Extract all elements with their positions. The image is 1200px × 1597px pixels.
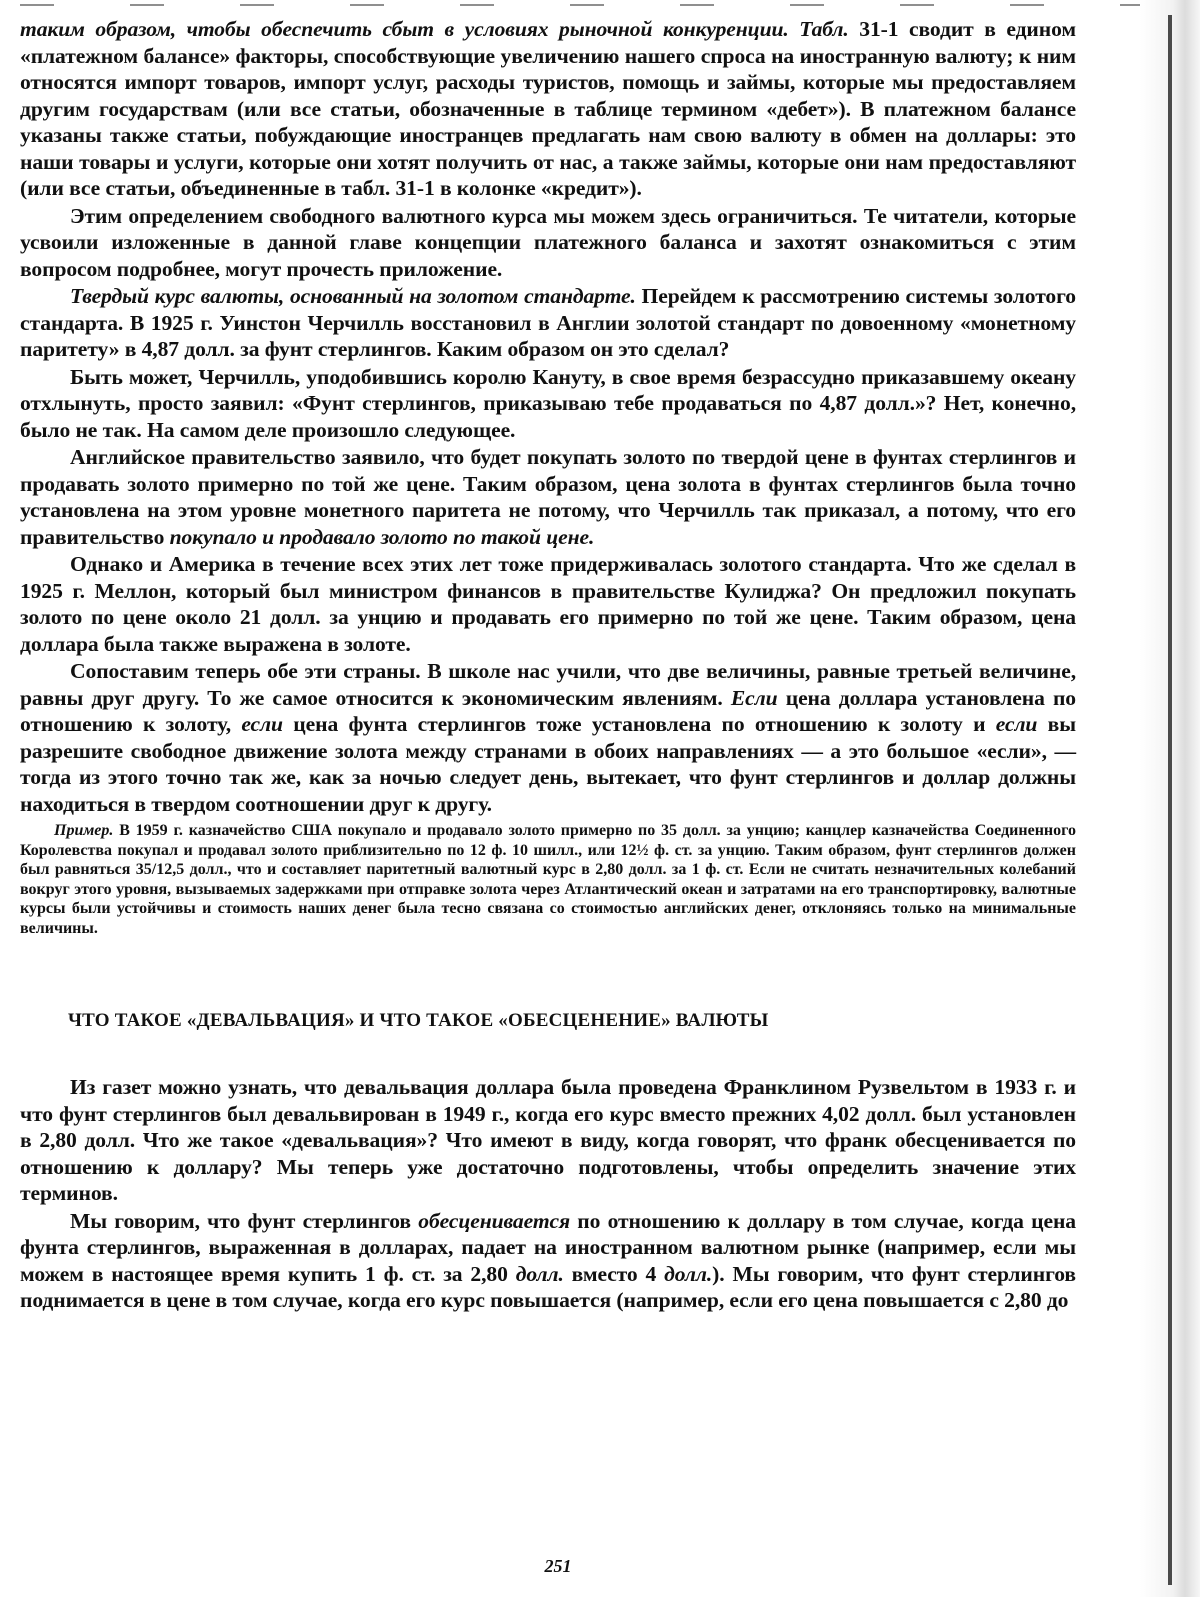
text-run: Сопоставим теперь обе эти страны. В школе нас учили, что две величины, равные третьей величине, равны друг другу. То же самое относится к экономическим явлениям. [20,659,1076,710]
book-page [20,16,1076,1315]
text-run: Английское правительство заявило, что будет покупать золото по твердой цене в фунтах стерлингов и продавать золото примерно по той же цене. Таким образом, цена золота в фунтах стерлингов была точно установлена на этом уровне монетного паритета не потому, что Черчилль так приказал, а потому, что его правительство [20,445,1076,549]
paragraph [20,551,1076,657]
italic-text: таким образом, чтобы обеспечить сбыт в условиях рыночной конкуренции. [20,17,800,41]
scan-binding-edge [1140,0,1200,1597]
paragraph [20,1208,1076,1314]
italic-text: Твердый курс валюты, основанный на золотом стандарте. [70,284,636,308]
italic-text: если [995,712,1038,736]
paragraph [20,16,1076,202]
scan-top-dashes [20,4,1140,6]
text-run: Мы говорим, что фунт стерлингов [70,1208,419,1233]
italic-text: Пример. [54,822,114,839]
text-run: 31-1 сводит в едином «платежном балансе» факторы, способствующие увеличению нашего спроса на иностранную валюту; к ним относятся импорт товаров, импорт услуг, расходы туристов, помощь и займы, которые мы предоставляем другим государствам (или все статьи, обозначенные в таблице термином «дебет»). В платежном балансе указаны также статьи, побуждающие иностранцев предлагать нам свою валюту в обмен на доллары: это наши товары и услуги, которые они хотят получить от нас, а также займы, которые они нам предоставляют (или все статьи, объединенные в табл. 31-1 в колонке «кредит»). [20,17,1076,200]
page-number: 251 [544,1556,572,1576]
text-run: цена доллара установлена по отношению к золоту, [20,685,1077,736]
paragraph [20,444,1076,550]
binding-shadow-line [1168,15,1172,1585]
text-run: по отношению к доллару в том случае, когда цена фунта стерлингов, выраженная в долларах, падает на иностранном валютном рынке (например, если мы можем в настоящее время купить 1 ф. ст. за 2,80 [20,1208,1076,1286]
italic-text: долл. [515,1261,564,1286]
text-run: Быть может, Черчилль, уподобившись королю Кануту, в свое время безрассудно приказавшему океану отхлынуть, просто заявил: «Фунт стерлингов, приказываю тебе продаваться по 4,87 долл.»? Нет, конечно, было не так. На самом деле произошло следующее. [20,364,1076,442]
italic-text: Если [730,685,778,710]
paragraph [20,658,1076,817]
body-text-bottom [20,1074,1076,1314]
italic-text: обесценивается [418,1208,571,1233]
text-run: Из газет можно узнать, что девальвация доллара была проведена Франклином Рузвельтом в 1933 г. и что фунт стерлингов был девальвирован в 1949 г., когда его курс вместо прежних 4,02 долл. был установлен в 2,80 долл. Что же такое «девальвация»? Что имеют в виду, когда говорят, что франк обесценивается по отношению к доллару? Мы теперь уже достаточно подготовлены, чтобы определить значение этих терминов. [20,1075,1076,1205]
italic-text: Табл. [799,17,849,41]
text-run: Этим определением свободного валютного курса мы можем здесь ограничиться. Те читатели, которые усвоили изложенные в данной главе концепции платежного баланса и захотят ознакомиться с этим вопросом подробнее, могут прочесть приложение. [20,203,1076,281]
text-run: вы разрешите свободное движение золота между странами в обоих направлениях — а это большое «если», — тогда из этого точно так же, как за ночью следует день, вытекает, что фунт стерлингов и доллар должны находиться в твердом соотношении друг к другу. [20,712,1076,816]
paragraph [20,364,1076,444]
paragraph [20,283,1076,363]
text-run: В 1959 г. казначейство США покупало и продавало золото примерно по 35 долл. за унцию; канцлер казначейства Соединенного Королевства покупал и продавал золото приблизительно по 12 ф. 10 шилл., или 12½ ф. ст. за унцию. Таким образом, фунт стерлингов должен был равняться 35/12,5 долл., что и составляет паритетный валютный курс в 2,80 долл. за 1 ф. ст. Если не считать незначительных колебаний вокруг этого уровня, вызываемых задержками при отправке золота через Атлантический океан и затратами на его транспортировку, валютные курсы были устойчивы и стоимость наших денег была тесно связана со стоимостью английских денег, отклоняясь только на минимальные величины. [20,822,1076,937]
paragraph [20,1074,1076,1207]
text-run: Однако и Америка в течение всех этих лет тоже придерживалась золотого стандарта. Что же сделал в 1925 г. Меллон, который был министром финансов в правительстве Кулиджа? Он предложил покупать золото по цене около 21 долл. за унцию и продавать его примерно по той же цене. Таким образом, цена доллара была также выражена в золоте. [20,552,1076,656]
example-note [20,821,1076,938]
section-heading: ЧТО ТАКОЕ «ДЕВАЛЬВАЦИЯ» И ЧТО ТАКОЕ «ОБЕСЦЕНЕНИЕ» ВАЛЮТЫ [68,1010,769,1031]
italic-text: долл. [664,1261,713,1286]
italic-text: если [241,712,283,736]
italic-text: покупало и продавало золото по такой цене. [169,524,595,549]
paragraph [20,203,1076,283]
body-text-top [20,16,1076,817]
text-run: Перейдем к рассмотрению системы золотого стандарта. В 1925 г. Уинстон Черчилль восстановил в Англии золотой стандарт по довоенному «монетному паритету» в 4,87 долл. за фунт стерлингов. Каким образом он это сделал? [20,284,1076,361]
text-run: цена фунта стерлингов тоже установлена по отношению к золоту и [282,712,996,736]
text-run: вместо 4 [563,1261,665,1286]
text-run: ). Мы говорим, что фунт стерлингов поднимается в цене в том случае, когда его курс повышается (например, если его цена повышается с 2,80 до [20,1261,1076,1312]
